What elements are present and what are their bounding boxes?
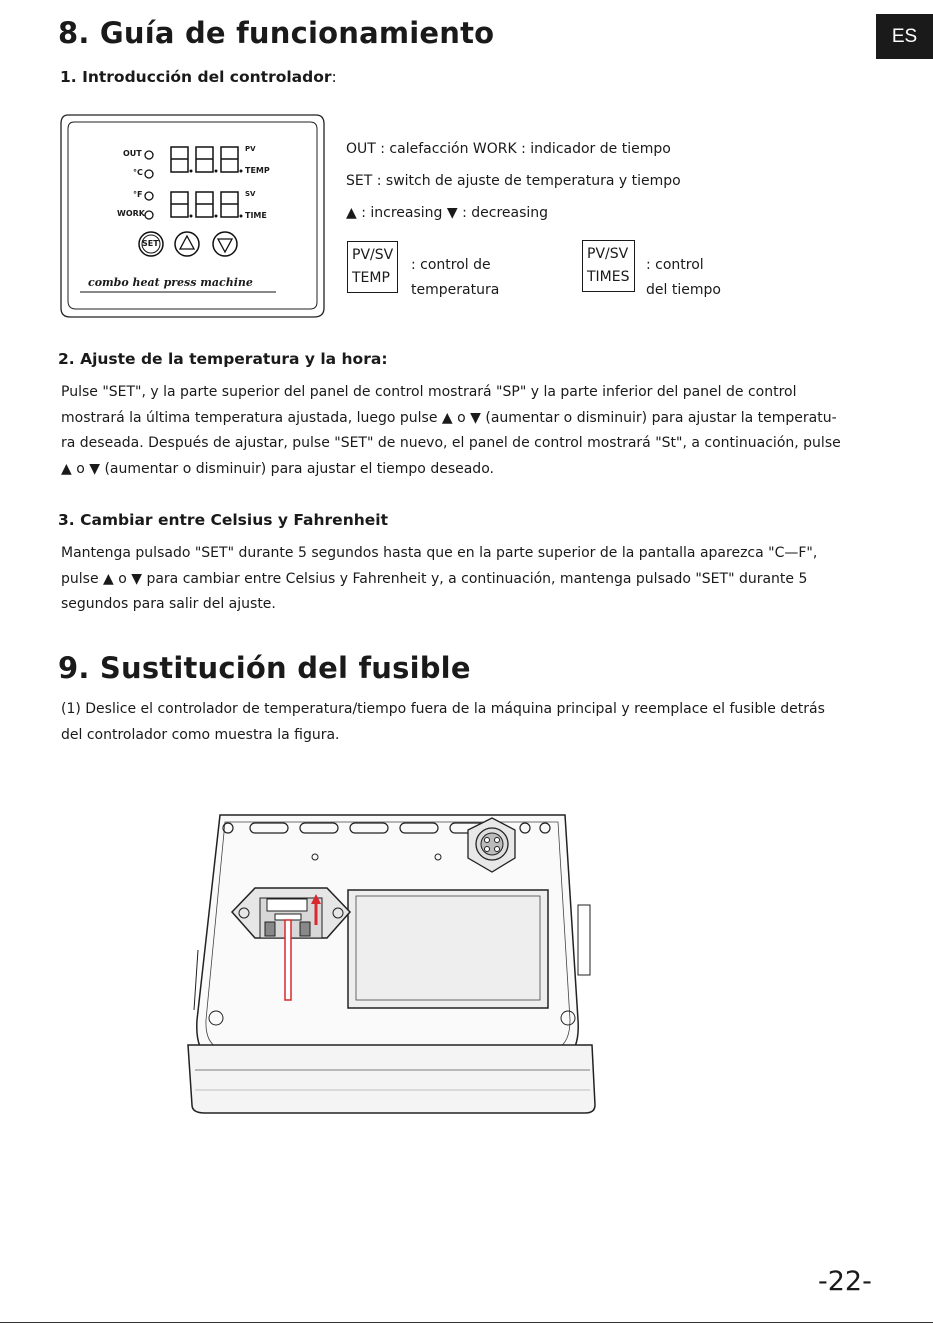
legend-box-time [582,240,635,292]
subsection-2-line: Pulse "SET", y la parte superior del panel de control mostrará "SP" y la parte inferior del panel de control [61,384,797,400]
section-9-line: del controlador como muestra la figura. [61,726,340,743]
legend-line-3: ▲ : increasing ▼ : decreasing [346,205,549,221]
subsection-3-body [61,541,817,618]
top-seven-segment-display [171,147,238,172]
subsection-3-line: Mantenga pulsado "SET" durante 5 segundos hasta que en la parte superior de la pantalla aparezca "C—F", [61,545,818,561]
legend-box-time-desc-1: : control [646,257,704,273]
subsection-2-line: ▲ o ▼ (aumentar o disminuir) para ajustar el tiempo deseado. [61,460,494,477]
panel-label-c: °C [133,168,143,177]
panel-brand-text: combo heat press machine [88,276,253,289]
legend-line-2: SET : switch de ajuste de temperatura y tiempo [346,173,681,189]
language-tab: ES [876,14,933,59]
panel-label-work: WORK [117,209,145,218]
panel-label-temp: TEMP [245,166,270,175]
panel-label-f: °F [133,190,143,199]
subsection-2-line: ra deseada. Después de ajustar, pulse "SET" de nuevo, el panel de control mostrará "St", a continuación, pulse [61,435,841,451]
work-led-icon [145,211,153,219]
legend-box-time-desc-2: del tiempo [646,282,721,298]
subsection-1-text: 1. Introducción del controlador [60,68,332,86]
bottom-rule [0,1322,933,1323]
page-number: -22- [818,1266,872,1297]
legend-line-1: OUT : calefacción WORK : indicador de tiempo [346,141,671,157]
section-9-body [61,697,825,748]
subsection-1-title [60,68,337,86]
section-8-title: 8. Guía de funcionamiento [58,16,495,50]
legend-box-time-line1: PV/SV [587,246,629,262]
panel-label-time: TIME [245,211,267,220]
panel-label-out: OUT [123,149,142,158]
subsection-3-title: 3. Cambiar entre Celsius y Fahrenheit [58,511,389,529]
legend-box-temp-line1: PV/SV [352,247,394,263]
subsection-2-body [61,380,841,482]
panel-label-pv: PV [245,145,256,153]
subsection-2-title: 2. Ajuste de la temperatura y la hora: [58,350,388,368]
panel-label-sv: SV [245,190,256,198]
legend-box-temp-desc-2: temperatura [411,282,500,298]
legend-box-temp-desc-1: : control de [411,257,491,273]
section-9-title: 9. Sustitución del fusible [58,651,471,685]
subsection-1-colon: : [331,68,337,86]
legend-box-temp [347,241,398,293]
bottom-seven-segment-display [171,192,238,217]
fuse-replacement-illustration [180,810,600,1120]
fahrenheit-led-icon [145,192,153,200]
panel-label-set: SET [142,239,159,248]
legend-box-temp-line2: TEMP [352,270,390,286]
legend-box-time-line2: TIMES [587,269,630,285]
subsection-2-line: mostrará la última temperatura ajustada, luego pulse ▲ o ▼ (aumentar o disminuir) para ajustar la temperatu- [61,409,837,426]
out-led-icon [145,151,153,159]
celsius-led-icon [145,170,153,178]
fuse-pull-tab-icon [285,920,291,1000]
subsection-3-line: segundos para salir del ajuste. [61,596,276,612]
section-9-line: (1) Deslice el controlador de temperatura/tiempo fuera de la máquina principal y reemplace el fusible detrás [61,701,825,717]
subsection-3-line: pulse ▲ o ▼ para cambiar entre Celsius y Fahrenheit y, a continuación, mantenga pulsado "SET" durante 5 [61,570,808,587]
